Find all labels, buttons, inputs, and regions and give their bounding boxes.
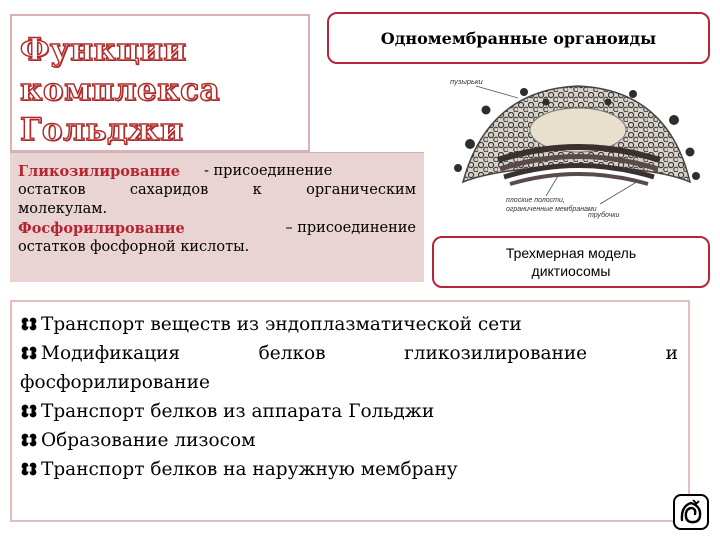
- list-item-text: Транспорт белков на наружную мембрану: [41, 459, 458, 480]
- title-line-1: Функции: [20, 32, 187, 68]
- glyco-term: Гликозилирование: [18, 163, 180, 180]
- list-item-text: Образование лизосом: [41, 430, 256, 451]
- glyco-line-1: [18, 162, 416, 181]
- list-item: [20, 310, 678, 339]
- functions-panel: [10, 152, 424, 282]
- glyco-word-3: к: [252, 182, 262, 198]
- glyco-line-2: [18, 181, 416, 200]
- phospho-def-1: – присоединение: [285, 220, 416, 236]
- title-panel: [10, 14, 310, 152]
- label-flat-cisterns-2: ограниченные мембранами: [506, 206, 597, 213]
- list-item: [20, 455, 678, 484]
- list-item-text: фосфорилирование: [20, 372, 210, 393]
- list-word: Модификация: [41, 343, 181, 364]
- glyco-line-3: молекулам.: [18, 201, 108, 217]
- list-word: белков: [258, 343, 326, 364]
- list-item: [20, 426, 678, 455]
- title-line-2: комплекса: [20, 72, 221, 108]
- header-box: [327, 12, 710, 64]
- glyco-word-4: органическим: [306, 182, 416, 198]
- list-item-text: Транспорт белков из аппарата Гольджи: [41, 401, 435, 422]
- list-item-text: Транспорт веществ из эндоплазматической сети: [41, 314, 522, 335]
- phospho-line-1: [18, 219, 416, 238]
- functions-list: [10, 300, 690, 522]
- glyco-def-1: - присоединение: [204, 163, 333, 179]
- diamond-bullet-icon: [20, 403, 38, 419]
- glyco-word-2: сахаридов: [129, 182, 209, 198]
- caption-line-1: Трехмерная модель: [505, 245, 637, 261]
- title-line-3: Гольджи: [20, 112, 184, 148]
- list-item: [20, 397, 678, 426]
- list-word: гликозилирование: [404, 343, 588, 364]
- glyco-word-1: остатков: [18, 182, 86, 198]
- diagram-caption: [432, 236, 710, 288]
- diamond-bullet-icon: [20, 432, 38, 448]
- diamond-bullet-icon: [20, 345, 38, 361]
- presentation-logo-icon: [673, 494, 709, 530]
- list-item-spread: [41, 339, 678, 368]
- caption-line-2: диктиосомы: [531, 263, 611, 279]
- dictyosome-illustration: [428, 72, 710, 232]
- list-item-continuation: [20, 368, 678, 397]
- label-tubules: трубочки: [588, 212, 620, 219]
- diamond-bullet-icon: [20, 461, 38, 477]
- phospho-line-2: остатков фосфорной кислоты.: [18, 239, 250, 255]
- label-flat-cisterns-1: плоские полости,: [506, 197, 565, 204]
- list-item: [20, 339, 678, 368]
- list-word: и: [665, 343, 678, 364]
- phospho-term: Фосфорилирование: [18, 220, 185, 237]
- diamond-bullet-icon: [20, 316, 38, 332]
- label-vesicles: пузырьки: [450, 77, 483, 86]
- header-label: Одномембранные органоиды: [380, 28, 657, 48]
- slide-title: [20, 30, 220, 150]
